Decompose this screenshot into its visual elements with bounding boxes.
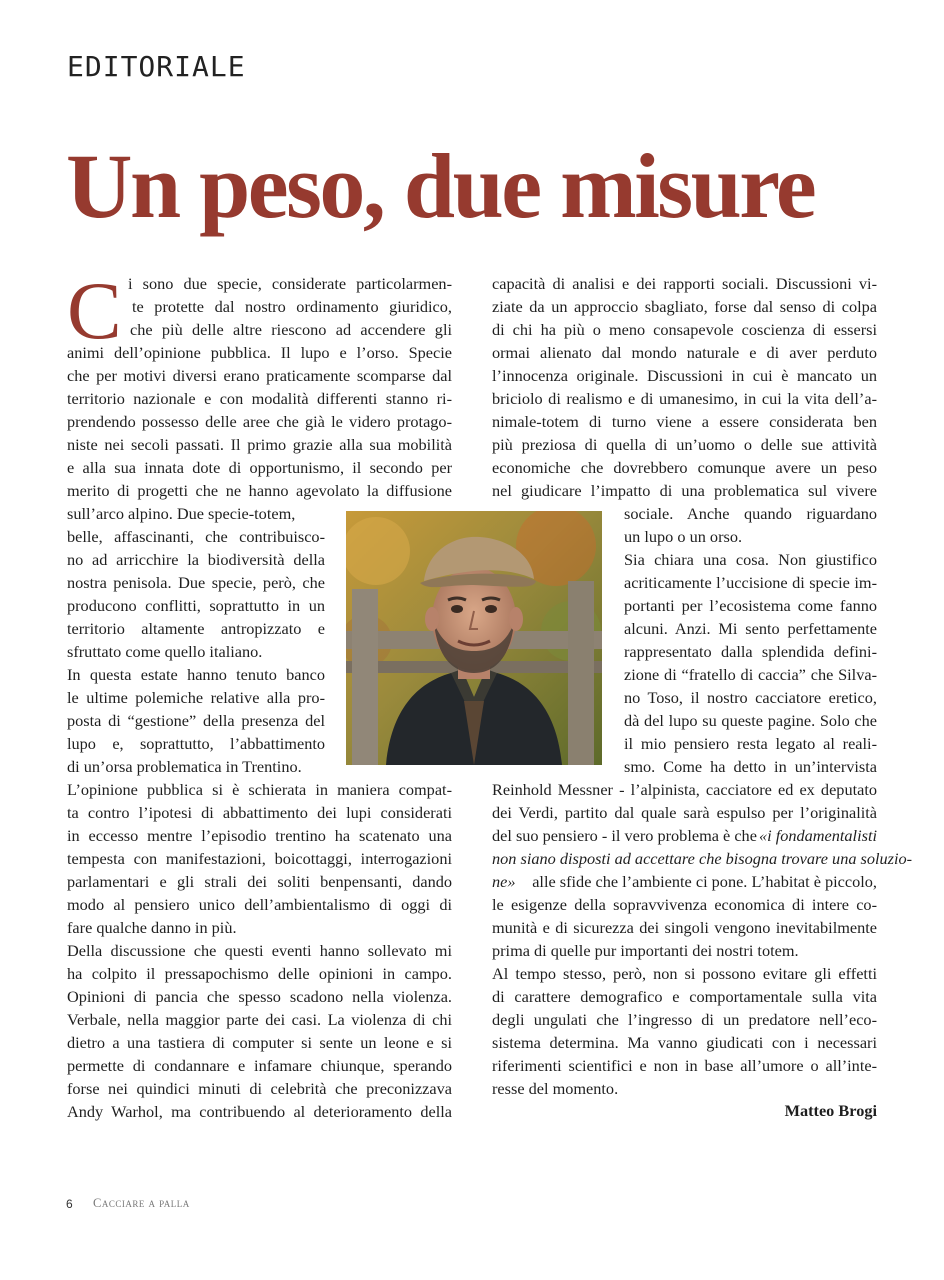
section-label: EDITORIALE [67,50,246,83]
drop-cap: C [67,265,122,356]
text-line: sfruttato come quello italiano. [67,642,263,661]
text-line: Sia chiara una cosa. Non giustifico [624,550,877,569]
text-line: Al tempo stesso, però, non si possono evitare gli effetti [492,964,877,983]
text-line: territorio altamente antropizzato e [67,619,325,638]
text-line: che per motivi diversi erano praticamente scomparse dal [67,366,452,385]
text-line: resse del momento. [492,1079,619,1098]
text-line: dà del lupo su queste pagine. Solo che [624,711,877,730]
text-line: territorio nazionale e con modalità differenti stanno ri- [67,389,452,408]
text-line: Opinioni di pancia che spesso scadono nella violenza. [67,987,452,1006]
text-line: nostra penisola. Due specie, però, che [67,573,325,592]
text-line: economiche che dovrebbero comunque avere un peso [492,458,877,477]
text-span: alle sfide che l’ambiente ci pone. L’habitat è piccolo, [532,872,877,891]
text-line: un lupo o un orso. [624,527,743,546]
text-line: l’innocenza originale. Discussioni in cui è mancato un [492,366,877,385]
text-line [492,824,877,847]
text-line [492,870,877,893]
text-line: niste nei secoli passati. Il primo grazie alla sua mobilità [67,435,452,454]
text-line: L’opinione pubblica si è schierata in maniera compat- [67,780,452,799]
text-line: munità e di sicurezza dei singoli vengono inevitabilmente [492,918,877,937]
text-line: sull’arco alpino. Due specie-totem, [67,504,296,523]
text-line: modo al pensiero unico dell’ambientalismo di oggi di [67,895,452,914]
text-line: ta contro l’ipotesi di abbattimento dei lupi considerati [67,803,452,822]
text-line: Verbale, nella maggior parte dei casi. La violenza di chi [67,1010,452,1029]
page-number: 6 [66,1197,73,1211]
text-line: ha colpito il pressapochismo delle opinioni in campo. [67,964,452,983]
text-line: il mio pensiero resta legato al reali- [624,734,877,753]
text-line: ormai alienato dal mondo naturale e di aver perduto [492,343,877,362]
text-line: zione di “fratello di caccia” che Silva- [624,665,877,684]
text-line: e alla sua innata dote di opportunismo, il secondo per [67,458,452,477]
article-title: Un peso, due misure [66,135,815,237]
text-line: dei Verdi, partito dal quale sarà espulso per l’originalità [492,803,877,822]
text-line: Andy Warhol, ma contribuendo al deterioramento della [67,1102,452,1121]
text-line: di chi ha più o meno consapevole coscienza di essersi [492,320,877,339]
text-line: no Toso, il nostro cacciatore eretico, [624,688,877,707]
text-line: Reinhold Messner - l’alpinista, cacciatore ed ex deputato [492,780,877,799]
text-line: parlamentari e gli strali dei soliti benpensanti, dando [67,872,452,891]
text-line: di un’orsa problematica in Trentino. [67,757,302,776]
text-line: rappresentato dalla splendida defini- [624,642,877,661]
quote-span: «i fondamentalisti [758,826,877,845]
text-line: permette di condannare e infamare chiunque, sperando [67,1056,452,1075]
text-line: fare qualche danno in più. [67,918,237,937]
text-line: alcuni. Anzi. Mi sento perfettamente [624,619,877,638]
text-line: smo. Come ha detto in un’intervista [624,757,877,776]
text-line: nel giudicare l’impatto di una problematica sul vivere [492,481,877,500]
text-line: In questa estate hanno tenuto banco [67,665,325,684]
quote-line: non siano disposti ad accettare che bisogna trovare una soluzio- [492,849,913,868]
text-line: lupo e, soprattutto, l’abbattimento [67,734,325,753]
author-photo [346,511,602,765]
text-line: briciolo di realismo e di umanesimo, in cui la vita dell’a- [492,389,877,408]
text-line: acriticamente l’uccisione di specie im- [624,573,877,592]
text-line: dietro a una tastiera di computer si sente un leone e si [67,1033,452,1052]
text-line: animi dell’opinione pubblica. Il lupo e l’orso. Specie [67,343,452,362]
text-line: te protette dal nostro ordinamento giuridico, [132,297,452,316]
text-line: in eccesso mentre l’episodio trentino ha scatenato una [67,826,452,845]
text-line: di carattere demografico e comportamentale sulla vita [492,987,877,1006]
text-line: le ultime polemiche relative alla pro- [67,688,325,707]
text-line: degli ungulati che l’ingresso di un predatore nell’eco- [492,1010,877,1029]
text-span: del suo pensiero - il vero problema è che [492,826,757,845]
text-line: prendendo possesso delle aree che già le videro protago- [67,412,452,431]
text-line: i sono due specie, considerate particolarmen- [128,274,452,293]
text-line: forse nei quindici minuti di celebrità che preconizzava [67,1079,452,1098]
text-line: capacità di analisi e dei rapporti sociali. Discussioni vi- [492,274,877,293]
magazine-name: Cacciare a palla [93,1196,190,1210]
text-line: le esigenze della sopravvivenza economica di intere co- [492,895,877,914]
text-line: Della discussione che questi eventi hanno sollevato mi [67,941,452,960]
text-line: producono conflitti, soprattutto in un [67,596,325,615]
text-line: ziate da un approccio sbagliato, forse dal senso di colpa [492,297,877,316]
text-line: che più delle altre riescono ad accendere gli [130,320,452,339]
text-line: nimale-totem di turno viene a essere considerata ben [492,412,877,431]
text-line: no ad arricchire la biodiversità della [67,550,325,569]
text-line: sistema determina. Ma vanno giudicati con i necessari [492,1033,877,1052]
quote-span: ne» [492,872,516,891]
text-line: prima di quelle pur importanti dei nostri totem. [492,941,799,960]
author-signature: Matteo Brogi [784,1101,877,1120]
text-line: riferimenti scientifici e non in base all’umore o all’inte- [492,1056,877,1075]
text-line: tempesta con manifestazioni, boicottaggi, interrogazioni [67,849,452,868]
text-line: più preziosa di quella di un’uomo o delle sue attività [492,435,877,454]
text-line: portanti per l’ecosistema come fanno [624,596,877,615]
text-line: posta di “gestione” della presenza del [67,711,325,730]
text-line: belle, affascinanti, che contribuisco- [67,527,325,546]
text-line: sociale. Anche quando riguardano [624,504,877,523]
text-line: merito di progetti che ne hanno agevolato la diffusione [67,481,452,500]
